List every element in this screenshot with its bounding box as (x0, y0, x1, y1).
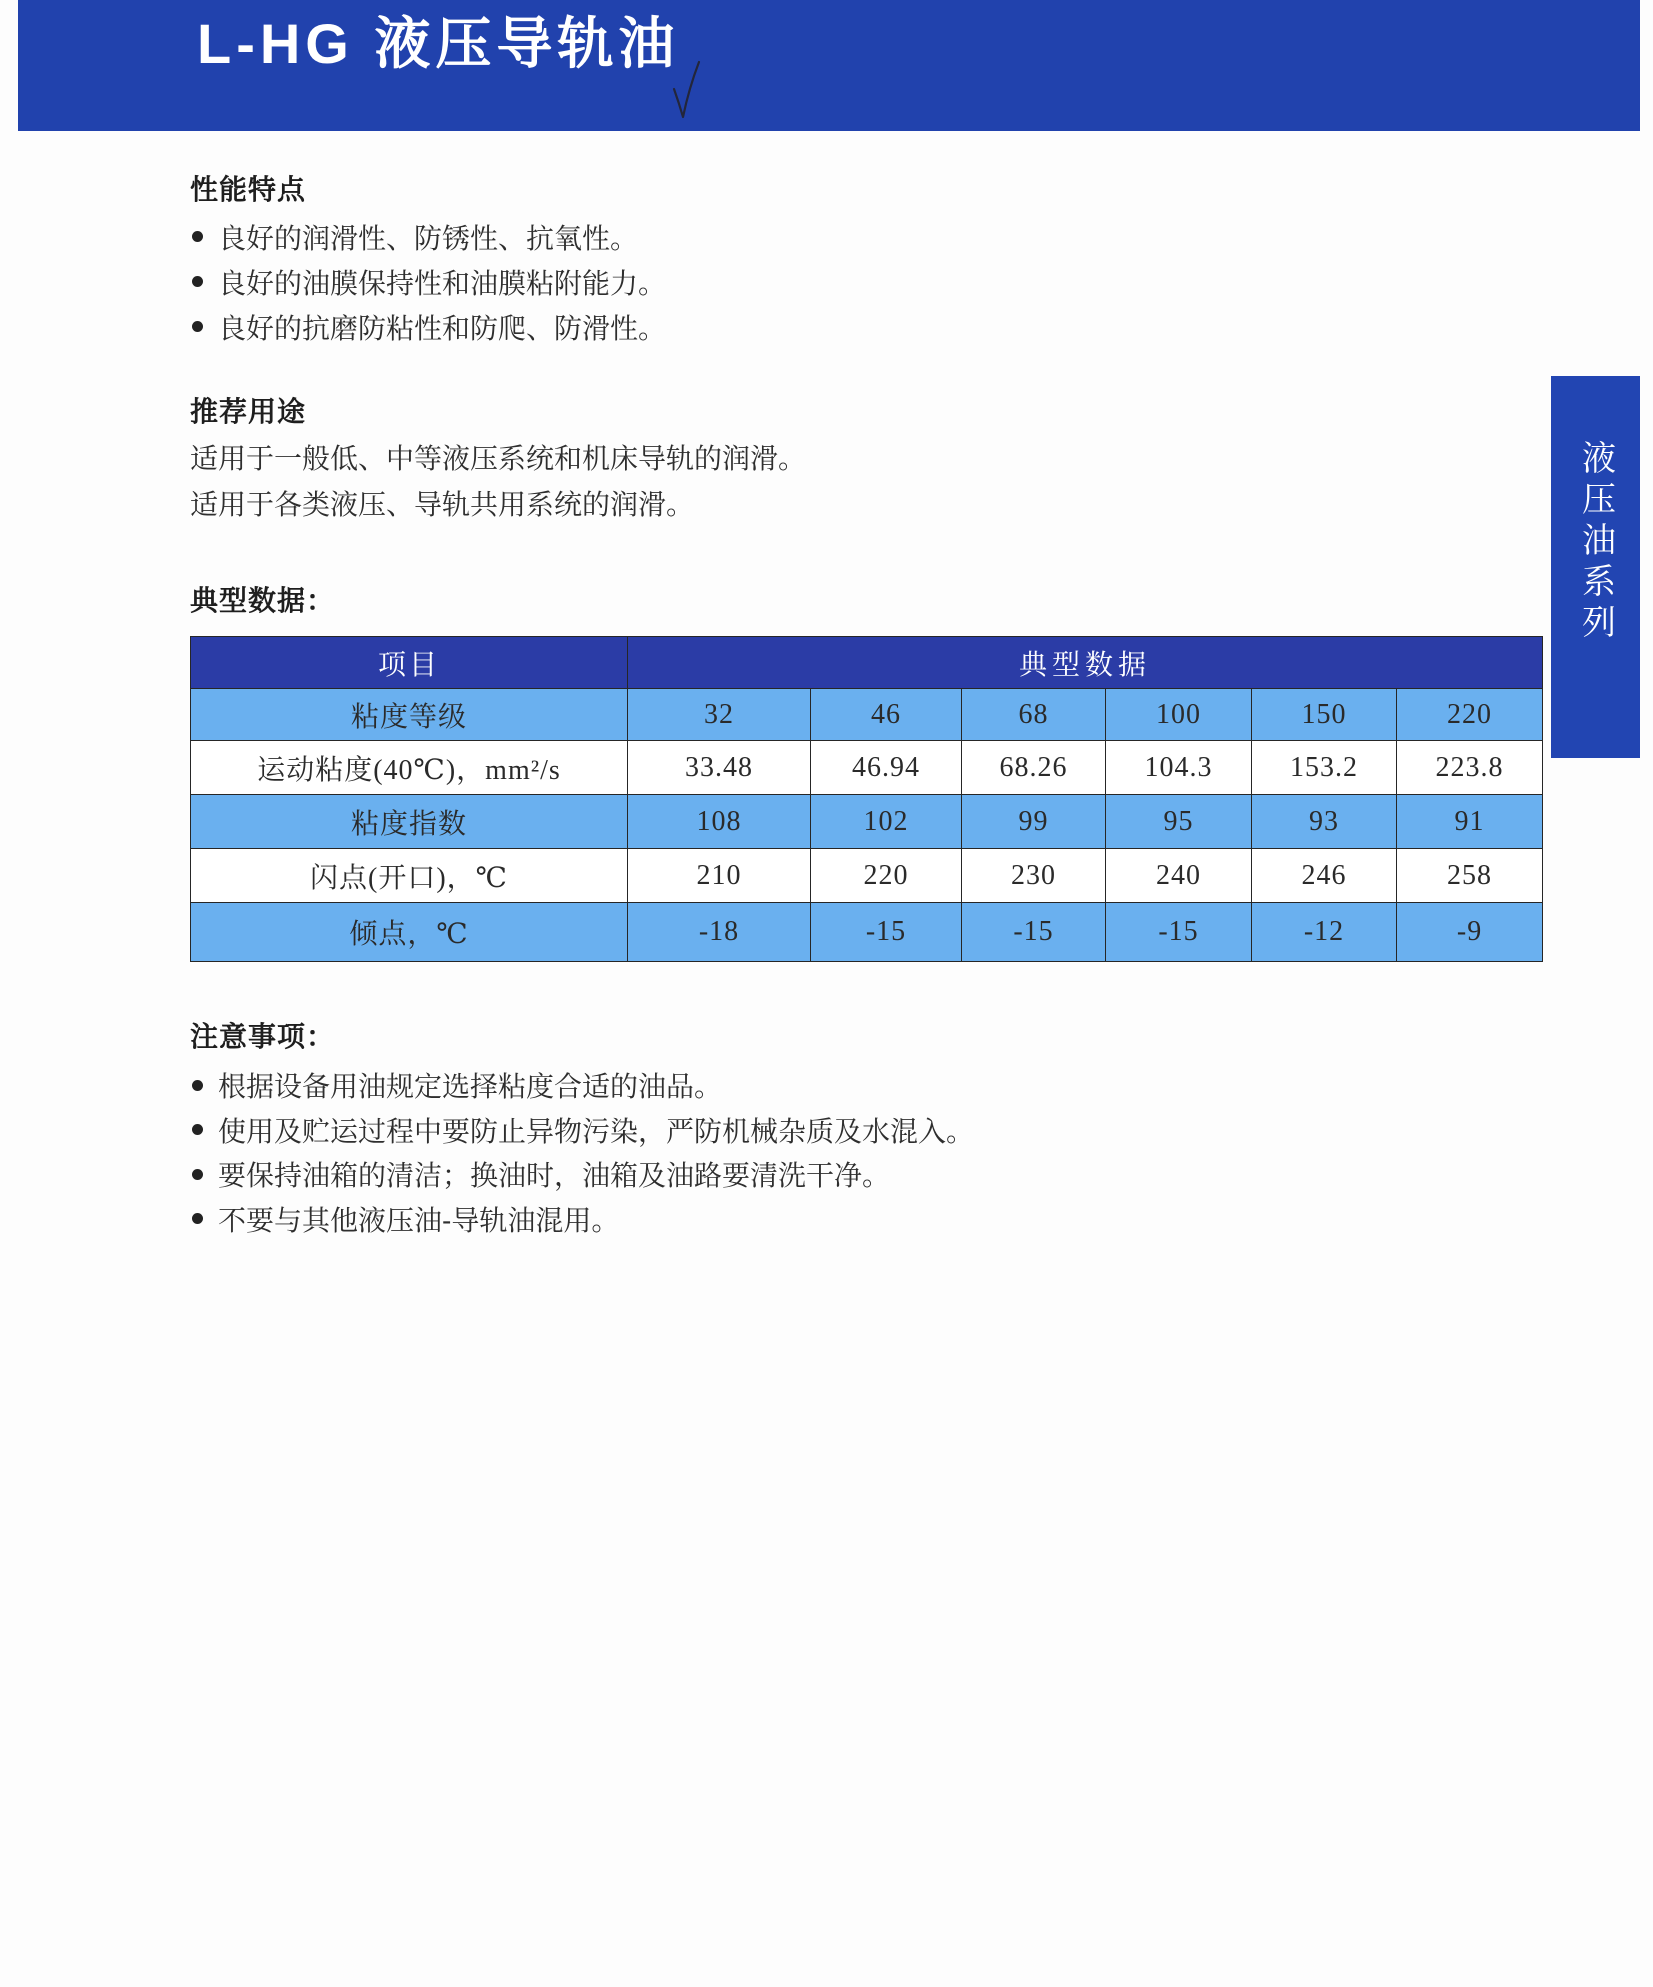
list-item-text: 良好的油膜保持性和油膜粘附能力。 (218, 267, 667, 299)
value-cell: 223.8 (1397, 741, 1543, 795)
value-cell: 104.3 (1106, 741, 1252, 795)
value-cell: 153.2 (1252, 741, 1397, 795)
value-cell: 33.48 (628, 741, 811, 795)
value-cell: 100 (1106, 689, 1252, 741)
bullet-icon (192, 1080, 203, 1091)
features-heading: 性能特点 (190, 174, 307, 205)
list-item-text: 良好的润滑性、防锈性、抗氧性。 (218, 222, 639, 254)
bullet-icon (192, 1169, 203, 1180)
page-title: L-HG 液压导轨油 (197, 12, 680, 75)
applications-text (190, 436, 806, 528)
notes-list (192, 1063, 974, 1241)
list-item (192, 259, 666, 304)
notes-heading: 注意事项： (190, 1021, 336, 1052)
value-cell: 220 (1397, 689, 1543, 741)
value-cell: 220 (811, 849, 962, 903)
value-cell: 150 (1252, 689, 1397, 741)
row-label: 倾点，℃ (191, 903, 628, 962)
applications-heading: 推荐用途 (190, 396, 307, 427)
row-viscosity-index (191, 795, 1543, 849)
list-item-text: 根据设备用油规定选择粘度合适的油品。 (218, 1071, 723, 1103)
value-cell: -15 (811, 903, 962, 962)
table-header-row (191, 637, 1543, 689)
value-cell: 95 (1106, 795, 1252, 849)
row-pour-point (191, 903, 1543, 962)
value-cell: 230 (962, 849, 1106, 903)
value-cell: 68 (962, 689, 1106, 741)
row-viscosity-grade (191, 689, 1543, 741)
list-item (192, 1197, 974, 1242)
typical-data-heading: 典型数据： (190, 585, 336, 616)
row-label: 运动粘度(40℃)，mm²/s (191, 741, 628, 795)
table-header-item: 项目 (191, 637, 628, 689)
value-cell: 102 (811, 795, 962, 849)
value-cell: 108 (628, 795, 811, 849)
list-item (192, 214, 666, 259)
typical-data-table-wrap (190, 636, 1542, 962)
value-cell: 210 (628, 849, 811, 903)
value-cell: 246 (1252, 849, 1397, 903)
series-side-tab (1551, 376, 1640, 758)
bullet-icon (192, 1213, 203, 1224)
list-item (192, 1108, 974, 1153)
value-cell: 258 (1397, 849, 1543, 903)
value-cell: 240 (1106, 849, 1252, 903)
list-item-text: 良好的抗磨防粘性和防爬、防滑性。 (218, 312, 667, 344)
table-header-data: 典型数据 (628, 637, 1543, 689)
value-cell: 91 (1397, 795, 1543, 849)
bullet-icon (192, 231, 203, 242)
applications-line: 适用于一般低、中等液压系统和机床导轨的润滑。 (190, 443, 807, 474)
row-flash-point (191, 849, 1543, 903)
value-cell: 93 (1252, 795, 1397, 849)
series-side-tab-label: 液压油系列 (1575, 440, 1616, 645)
handwritten-check-mark-icon (664, 56, 708, 126)
row-kinematic-viscosity (191, 741, 1543, 795)
row-label: 粘度等级 (191, 689, 628, 741)
list-item (192, 1063, 974, 1108)
typical-data-table (190, 636, 1543, 962)
value-cell: 99 (962, 795, 1106, 849)
list-item-text: 使用及贮运过程中要防止异物污染，严防机械杂质及水混入。 (218, 1115, 975, 1147)
list-item-text: 要保持油箱的清洁；换油时，油箱及油路要清洗干净。 (218, 1160, 891, 1192)
bullet-icon (192, 1124, 203, 1135)
value-cell: 46 (811, 689, 962, 741)
value-cell: -15 (962, 903, 1106, 962)
value-cell: -9 (1397, 903, 1543, 962)
value-cell: 46.94 (811, 741, 962, 795)
bullet-icon (192, 321, 203, 332)
row-label: 粘度指数 (191, 795, 628, 849)
features-list (192, 214, 666, 349)
value-cell: -15 (1106, 903, 1252, 962)
value-cell: -18 (628, 903, 811, 962)
list-item-text: 不要与其他液压油-导轨油混用。 (218, 1204, 620, 1236)
value-cell: 32 (628, 689, 811, 741)
row-label: 闪点(开口)，℃ (191, 849, 628, 903)
value-cell: -12 (1252, 903, 1397, 962)
list-item (192, 304, 666, 349)
list-item (192, 1152, 974, 1197)
value-cell: 68.26 (962, 741, 1106, 795)
applications-line: 适用于各类液压、导轨共用系统的润滑。 (190, 489, 695, 520)
bullet-icon (192, 276, 203, 287)
